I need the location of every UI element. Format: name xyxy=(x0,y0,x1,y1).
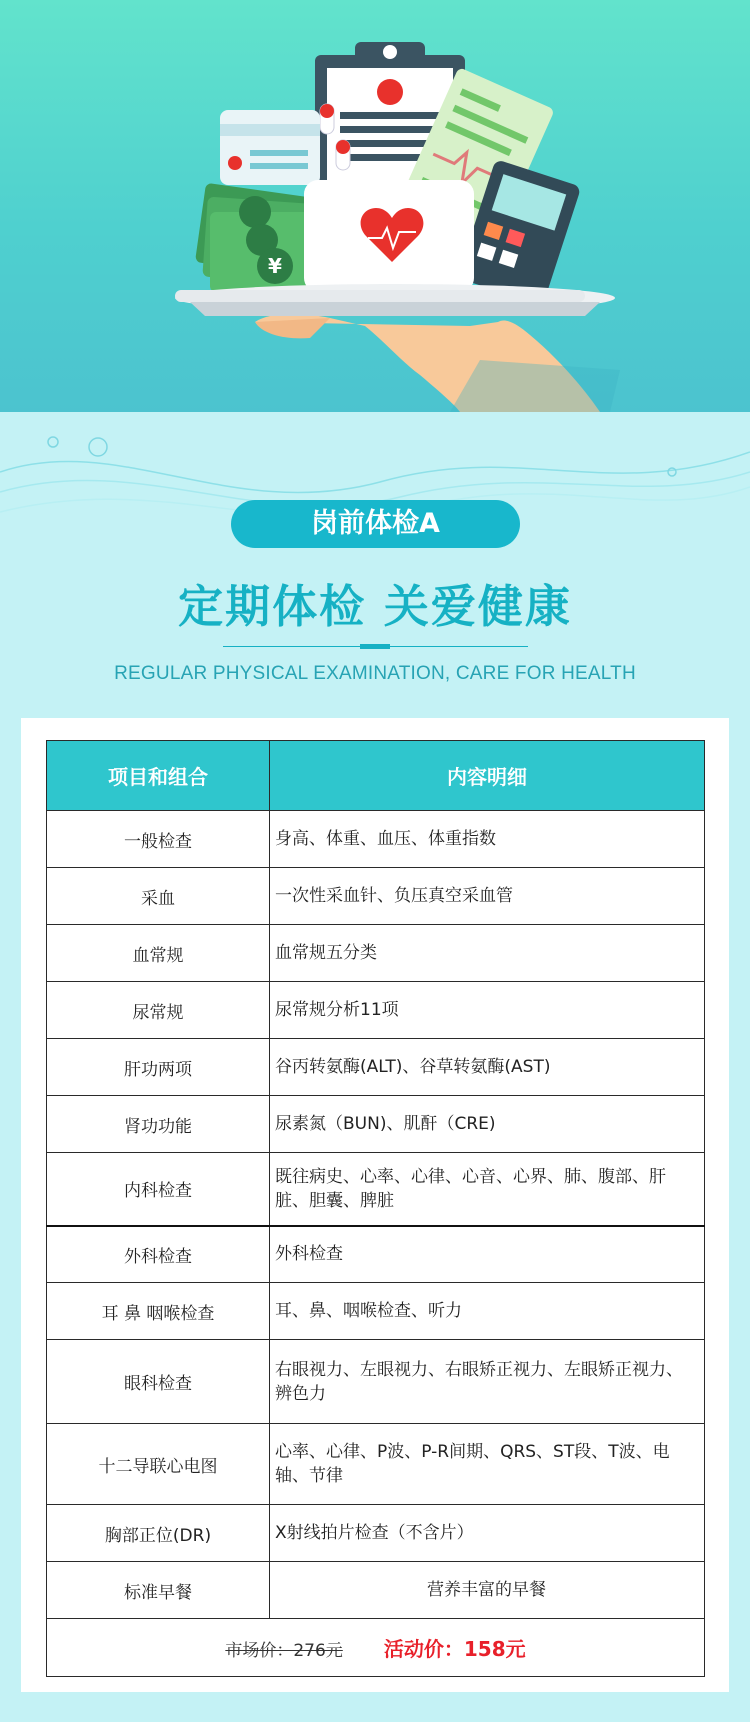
row-item: 胸部正位(DR) xyxy=(47,1505,270,1562)
table-row xyxy=(47,1226,705,1283)
row-detail: 右眼视力、左眼视力、右眼矫正视力、左眼矫正视力、辨色力 xyxy=(270,1340,705,1424)
medical-tray-illustration xyxy=(0,0,750,412)
table-row xyxy=(47,811,705,868)
row-detail: 一次性采血针、负压真空采血管 xyxy=(270,868,705,925)
row-detail: 谷丙转氨酶(ALT)、谷草转氨酶(AST) xyxy=(270,1039,705,1096)
package-title-pill: 岗前体检A xyxy=(231,500,520,548)
table-row xyxy=(47,1283,705,1340)
price-row xyxy=(47,1619,705,1677)
row-item: 十二导联心电图 xyxy=(47,1424,270,1505)
row-detail: 耳、鼻、咽喉检查、听力 xyxy=(270,1283,705,1340)
row-detail: X射线拍片检查（不含片） xyxy=(270,1505,705,1562)
exam-table xyxy=(46,740,705,1677)
row-item: 眼科检查 xyxy=(47,1340,270,1424)
row-item: 肾功功能 xyxy=(47,1096,270,1153)
row-item: 外科检查 xyxy=(47,1226,270,1283)
page-subtitle: REGULAR PHYSICAL EXAMINATION, CARE FOR HEALTH xyxy=(114,663,636,684)
table-row xyxy=(47,982,705,1039)
table-row xyxy=(47,1562,705,1619)
row-detail: 营养丰富的早餐 xyxy=(270,1562,705,1619)
hero-illustration xyxy=(0,0,750,412)
activity-price: 活动价：158元 xyxy=(383,1637,526,1661)
table-row xyxy=(47,1340,705,1424)
row-item: 耳 鼻 咽喉检查 xyxy=(47,1283,270,1340)
table-row xyxy=(47,868,705,925)
header-detail: 内容明细 xyxy=(270,741,705,811)
row-detail: 外科检查 xyxy=(270,1226,705,1283)
header-item: 项目和组合 xyxy=(47,741,270,811)
row-detail: 尿常规分析11项 xyxy=(270,982,705,1039)
table-row xyxy=(47,925,705,982)
table-row xyxy=(47,1505,705,1562)
row-detail: 血常规五分类 xyxy=(270,925,705,982)
row-item: 标准早餐 xyxy=(47,1562,270,1619)
table-row xyxy=(47,1096,705,1153)
table-row xyxy=(47,1153,705,1226)
headline-divider-mark xyxy=(360,644,390,649)
price-cell xyxy=(47,1619,705,1677)
row-detail: 身高、体重、血压、体重指数 xyxy=(270,811,705,868)
row-item: 血常规 xyxy=(47,925,270,982)
row-detail: 既往病史、心率、心律、心音、心界、肺、腹部、肝脏、胆囊、脾脏 xyxy=(270,1153,705,1226)
row-item: 内科检查 xyxy=(47,1153,270,1226)
row-detail: 心率、心律、P波、P-R间期、QRS、ST段、T波、电轴、节律 xyxy=(270,1424,705,1505)
table-header-row xyxy=(47,741,705,811)
market-price: 市场价：276元 xyxy=(225,1641,343,1661)
row-item: 采血 xyxy=(47,868,270,925)
row-item: 尿常规 xyxy=(47,982,270,1039)
svg-text:¥: ¥ xyxy=(268,254,282,278)
table-row xyxy=(47,1424,705,1505)
table-row xyxy=(47,1039,705,1096)
row-item: 一般检查 xyxy=(47,811,270,868)
row-detail: 尿素氮（BUN)、肌酐（CRE) xyxy=(270,1096,705,1153)
page-headline: 定期体检 关爱健康 xyxy=(178,580,572,633)
row-item: 肝功两项 xyxy=(47,1039,270,1096)
